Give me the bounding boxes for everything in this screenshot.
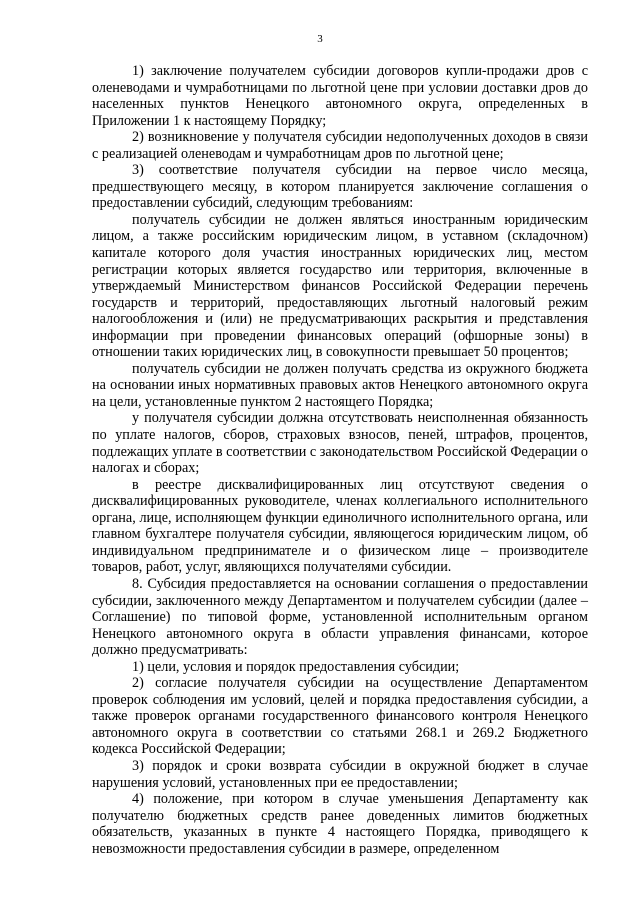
paragraph: 1) цели, условия и порядок предоставления субсидии; <box>132 658 460 675</box>
document-body <box>92 63 588 857</box>
paragraph: 3) порядок и сроки возврата субсидии в окружной бюджет в случае нарушения условий, установленных при ее предоставлении; <box>92 757 588 791</box>
paragraph: в реестре дисквалифицированных лиц отсутствуют сведения о дисквалифицированных руководителе, членах коллегиального исполнительного органа, лице, исполняющем функции единоличного исполнительного органа, или главном бухгалтере получателя субсидии, являющегося юридическим лицом, об индивидуальном предпринимателе и о физическом лице – производителе товаров, работ, услуг, являющихся получателями субсидии. <box>92 476 588 576</box>
paragraph: 2) согласие получателя субсидии на осуществление Департаментом проверок соблюдения им условий, целей и порядка предоставления субсидии, а также проверок органами государственного финансового контроля Ненецкого автономного округа в соответствии со статьями 268.1 и 269.2 Бюджетного кодекса Российской Федерации; <box>92 675 588 758</box>
paragraph: получатель субсидии не должен получать средства из окружного бюджета на основании иных нормативных правовых актов Ненецкого автономного округа на цели, установленные пунктом 2 настоящего Порядка; <box>92 360 588 410</box>
paragraph: 3) соответствие получателя субсидии на первое число месяца, предшествующего месяцу, в котором планируется заключение соглашения о предоставлении субсидий, следующим требованиям: <box>92 162 588 212</box>
page-number: 3 <box>317 33 323 45</box>
paragraph: 2) возникновение у получателя субсидии недополученных доходов в связи с реализацией оленеводам и чумработницам дров по льготной цене; <box>92 129 588 162</box>
paragraph: 8. Субсидия предоставляется на основании соглашения о предоставлении субсидии, заключенного между Департаментом и получателем субсидии (далее – Соглашение) по типовой форме, установленной исполнительным органом Ненецкого автономного округа в области управления финансами, которое должно предусматривать: <box>92 575 588 659</box>
paragraph: получатель субсидии не должен являться иностранным юридическим лицом, а также российским юридическим лицом, в уставном (складочном) капитале которого доля участия иностранных юридических лиц, местом регистрации которых является государство или территория, включенные в утверждаемый Министерством финансов Российской Федерации перечень государств и территорий, предоставляющих льготный налоговый режим налогообложения и (или) не предусматривающих раскрытия и представления информации при проведении финансовых операций (офшорные зоны) в отношении таких юридических лиц, в совокупности превышает 50 процентов; <box>92 211 588 361</box>
paragraph: у получателя субсидии должна отсутствовать неисполненная обязанность по уплате налогов, сборов, страховых взносов, пеней, штрафов, процентов, подлежащих уплате в соответствии с законодательством Российской Федерации о налогах и сборах; <box>92 410 588 477</box>
paragraph: 4) положение, при котором в случае уменьшения Департаменту как получателю бюджетных средств ранее доведенных лимитов бюджетных обязательств, указанных в пункте 4 настоящего Порядка, приводящего к невозможности предоставления субсидии в размере, определенном <box>92 791 588 857</box>
paragraph: 1) заключение получателем субсидии договоров купли-продажи дров с оленеводами и чумработницами по льготной цене при условии доставки дров до населенных пунктов Ненецкого автономного округа, определенных в Приложении 1 к настоящему Порядку; <box>92 63 588 129</box>
